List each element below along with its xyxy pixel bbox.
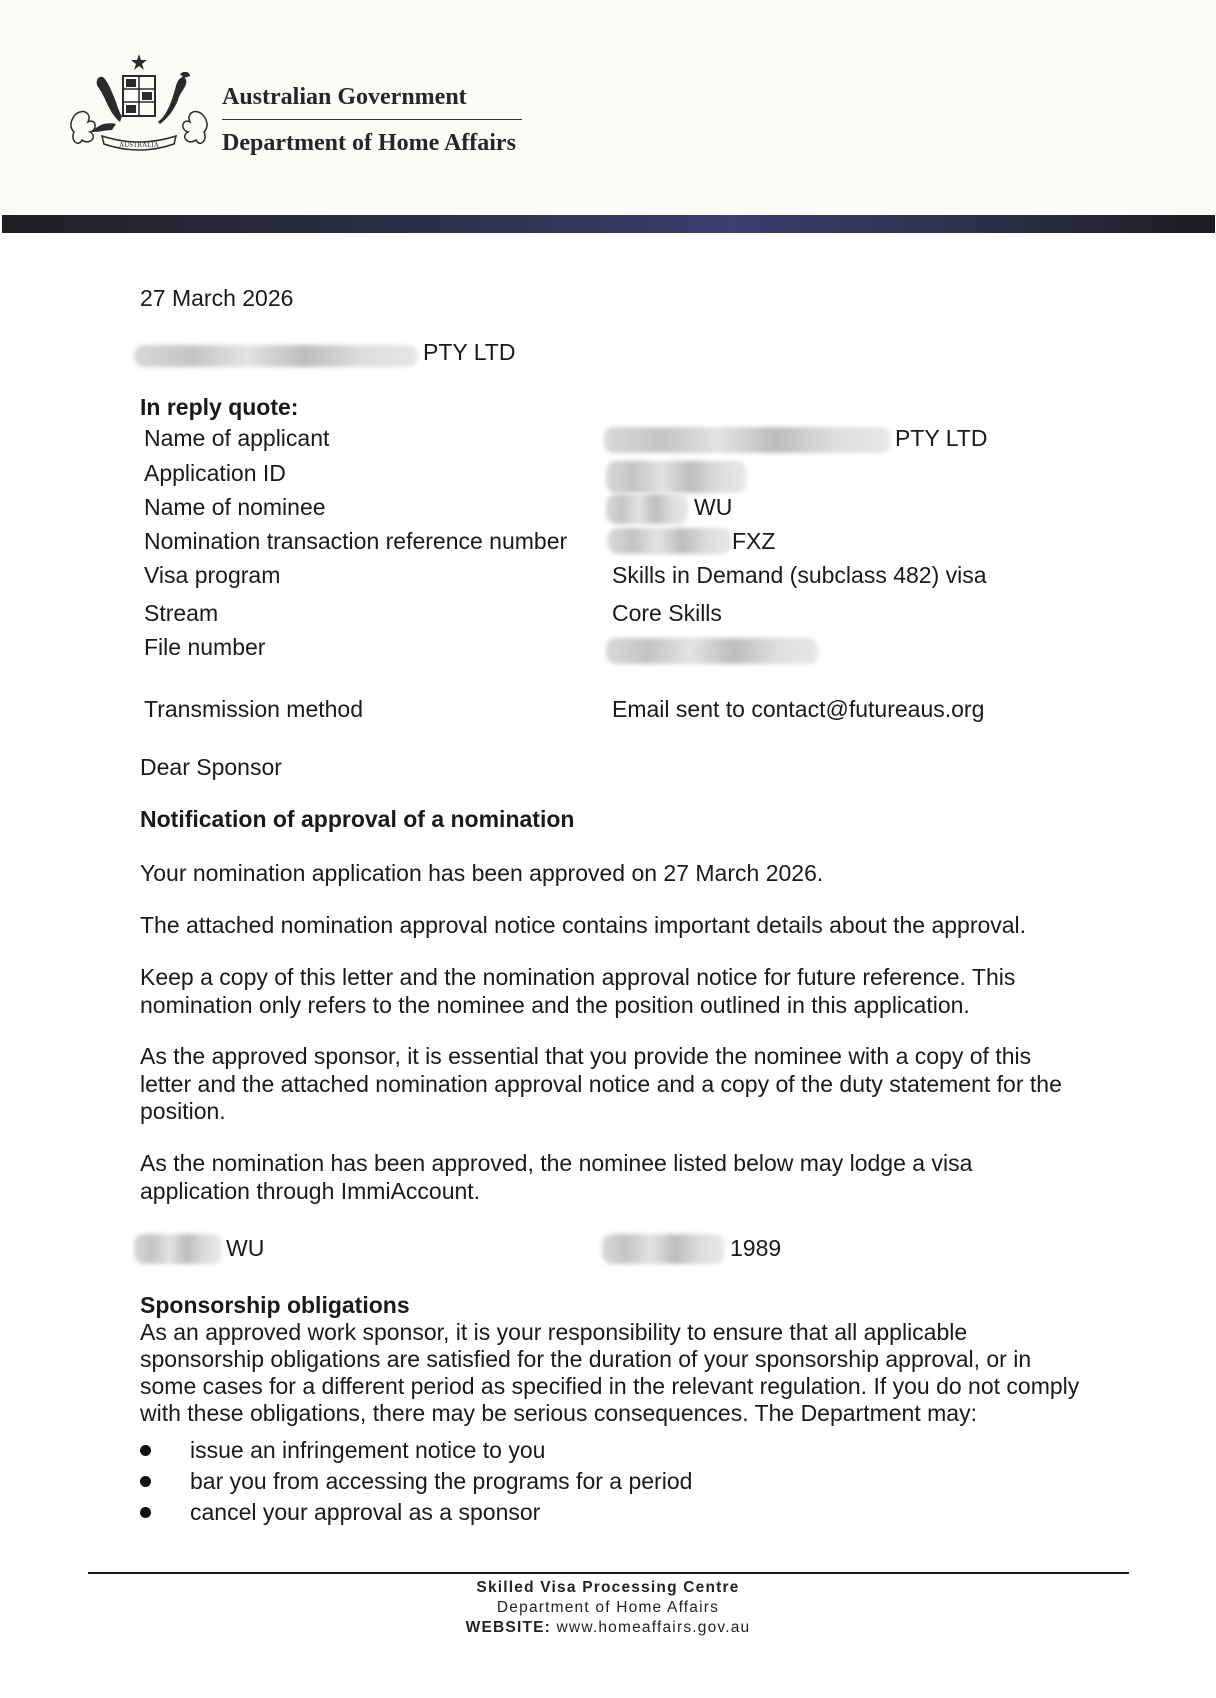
detail-label-reference: Nomination transaction reference number: [144, 528, 568, 554]
footer-department: Department of Home Affairs: [496, 1599, 720, 1616]
redacted-block: [606, 638, 818, 664]
bullet-icon: [140, 1507, 151, 1518]
addressee-company: PTY LTD: [423, 339, 516, 365]
detail-value-visa-program: Skills in Demand (subclass 482) visa: [612, 562, 987, 588]
consequences-list: [140, 1436, 692, 1529]
header-divider: [222, 119, 522, 120]
footer-website-link[interactable]: www.homeaffairs.gov.au: [556, 1619, 751, 1636]
letterhead: [0, 0, 1216, 215]
redacted-block: [134, 1234, 222, 1264]
redacted-block: [134, 345, 418, 367]
header-band: [2, 215, 1215, 233]
coat-of-arms-icon: [68, 52, 210, 160]
letter-subject: Notification of approval of a nomination: [140, 806, 575, 832]
detail-label-application-id: Application ID: [144, 460, 286, 486]
paragraph: The attached nomination approval notice contains important details about the approval.: [140, 912, 1027, 938]
list-item: bar you from accessing the programs for a period: [140, 1467, 692, 1498]
paragraph: As the nomination has been approved, the nominee listed below may lodge a visa application through ImmiAccount.: [140, 1150, 973, 1204]
detail-label-transmission: Transmission method: [144, 696, 364, 722]
reply-quote-label: In reply quote:: [140, 394, 299, 420]
detail-label-nominee: Name of nominee: [144, 494, 326, 520]
footer-website-line: [0, 1618, 1216, 1638]
obligations-heading: Sponsorship obligations: [140, 1292, 410, 1318]
footer-website-label: WEBSITE:: [465, 1619, 552, 1636]
detail-label-stream: Stream: [144, 600, 219, 626]
redacted-block: [604, 427, 890, 453]
detail-label-visa-program: Visa program: [144, 562, 281, 588]
redacted-block: [606, 494, 688, 524]
redacted-block: [602, 1234, 724, 1264]
letter-date: 27 March 2026: [140, 285, 294, 311]
paragraph: Your nomination application has been approved on 27 March 2026.: [140, 860, 824, 886]
nominee-name: WU: [226, 1235, 265, 1261]
redacted-block: [606, 461, 746, 493]
paragraph: Keep a copy of this letter and the nomination approval notice for future reference. This nomination only refers to the nominee and the position outlined in this application.: [140, 964, 1016, 1018]
detail-value-stream: Core Skills: [612, 600, 722, 626]
obligations-paragraph: As an approved work sponsor, it is your responsibility to ensure that all applicable sponsorship obligations are satisfied for the duration of your sponsorship approval, or in some cases for a different period as specified in the relevant regulation. If you do not comply with these obligations, there may be serious consequences. The Department may:: [140, 1319, 1080, 1426]
list-item: issue an infringement notice to you: [140, 1436, 692, 1467]
detail-label-applicant: Name of applicant: [144, 425, 330, 451]
detail-value-applicant: PTY LTD: [895, 425, 988, 451]
bullet-icon: [140, 1445, 151, 1456]
list-item: cancel your approval as a sponsor: [140, 1498, 692, 1529]
redacted-block: [608, 528, 732, 554]
salutation: Dear Sponsor: [140, 754, 282, 780]
paragraph: As the approved sponsor, it is essential that you provide the nominee with a copy of this letter and the attached nomination approval notice and a copy of the duty statement for the position.: [140, 1043, 1062, 1124]
footer-divider: [88, 1572, 1129, 1574]
bullet-icon: [140, 1476, 151, 1487]
detail-label-file-number: File number: [144, 634, 266, 660]
footer-centre: Skilled Visa Processing Centre: [476, 1579, 740, 1596]
detail-value-nominee: WU: [694, 494, 733, 520]
department-title: Department of Home Affairs: [222, 130, 516, 156]
nominee-date-of-birth: 1989: [730, 1235, 782, 1261]
detail-value-transmission: Email sent to contact@futureaus.org: [612, 696, 985, 722]
crest-scroll-text: AUSTRALIA: [119, 141, 159, 149]
detail-value-reference: FXZ: [732, 528, 776, 554]
government-title: Australian Government: [222, 84, 467, 110]
